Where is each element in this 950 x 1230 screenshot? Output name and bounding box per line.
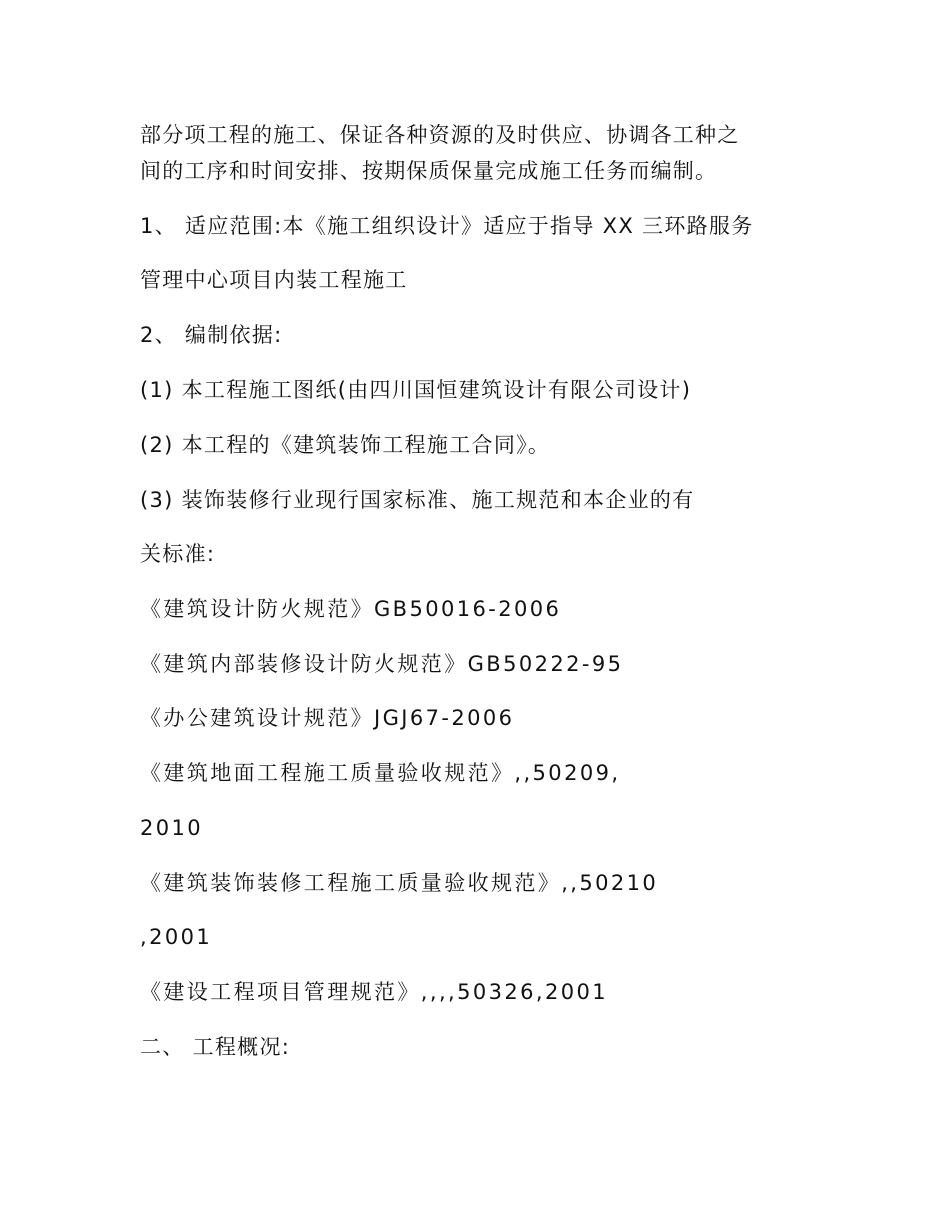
standard-item-1: 《建筑设计防火规范》GB50016-2006 xyxy=(140,597,562,621)
basis-item-3: (3) 装饰装修行业现行国家标准、施工规范和本企业的有 xyxy=(140,488,695,512)
standard-item-6: 《建设工程项目管理规范》,,,,50326,2001 xyxy=(140,980,609,1004)
standard-item-2: 《建筑内部装修设计防火规范》GB50222-95 xyxy=(140,652,624,676)
basis-item-2: (2) 本工程的《建筑装饰工程施工合同》。 xyxy=(140,433,551,457)
paragraph-line-1: 部分项工程的施工、保证各种资源的及时供应、协调各工种之 xyxy=(140,123,740,147)
standard-item-4: 《建筑地面工程施工质量验收规范》,,50209, xyxy=(140,761,621,785)
standard-item-4-year: 2010 xyxy=(140,816,204,840)
basis-heading: 2、 编制依据: xyxy=(140,323,283,347)
standard-item-3: 《办公建筑设计规范》JGJ67-2006 xyxy=(140,706,515,730)
standard-item-5-year: ,2001 xyxy=(140,925,213,949)
scope-item-continued: 管理中心项目内装工程施工 xyxy=(140,268,408,292)
basis-item-3-continued: 关标准: xyxy=(140,542,216,566)
basis-item-1: (1) 本工程施工图纸(由四川国恒建筑设计有限公司设计) xyxy=(140,378,692,402)
scope-item: 1、 适应范围:本《施工组织设计》适应于指导 XX 三环路服务 xyxy=(140,214,754,238)
section-heading-overview: 二、 工程概况: xyxy=(140,1035,291,1059)
standard-item-5: 《建筑装饰装修工程施工质量验收规范》,,50210 xyxy=(140,871,659,895)
paragraph-line-2: 间的工序和时间安排、按期保质保量完成施工任务而编制。 xyxy=(140,159,718,183)
